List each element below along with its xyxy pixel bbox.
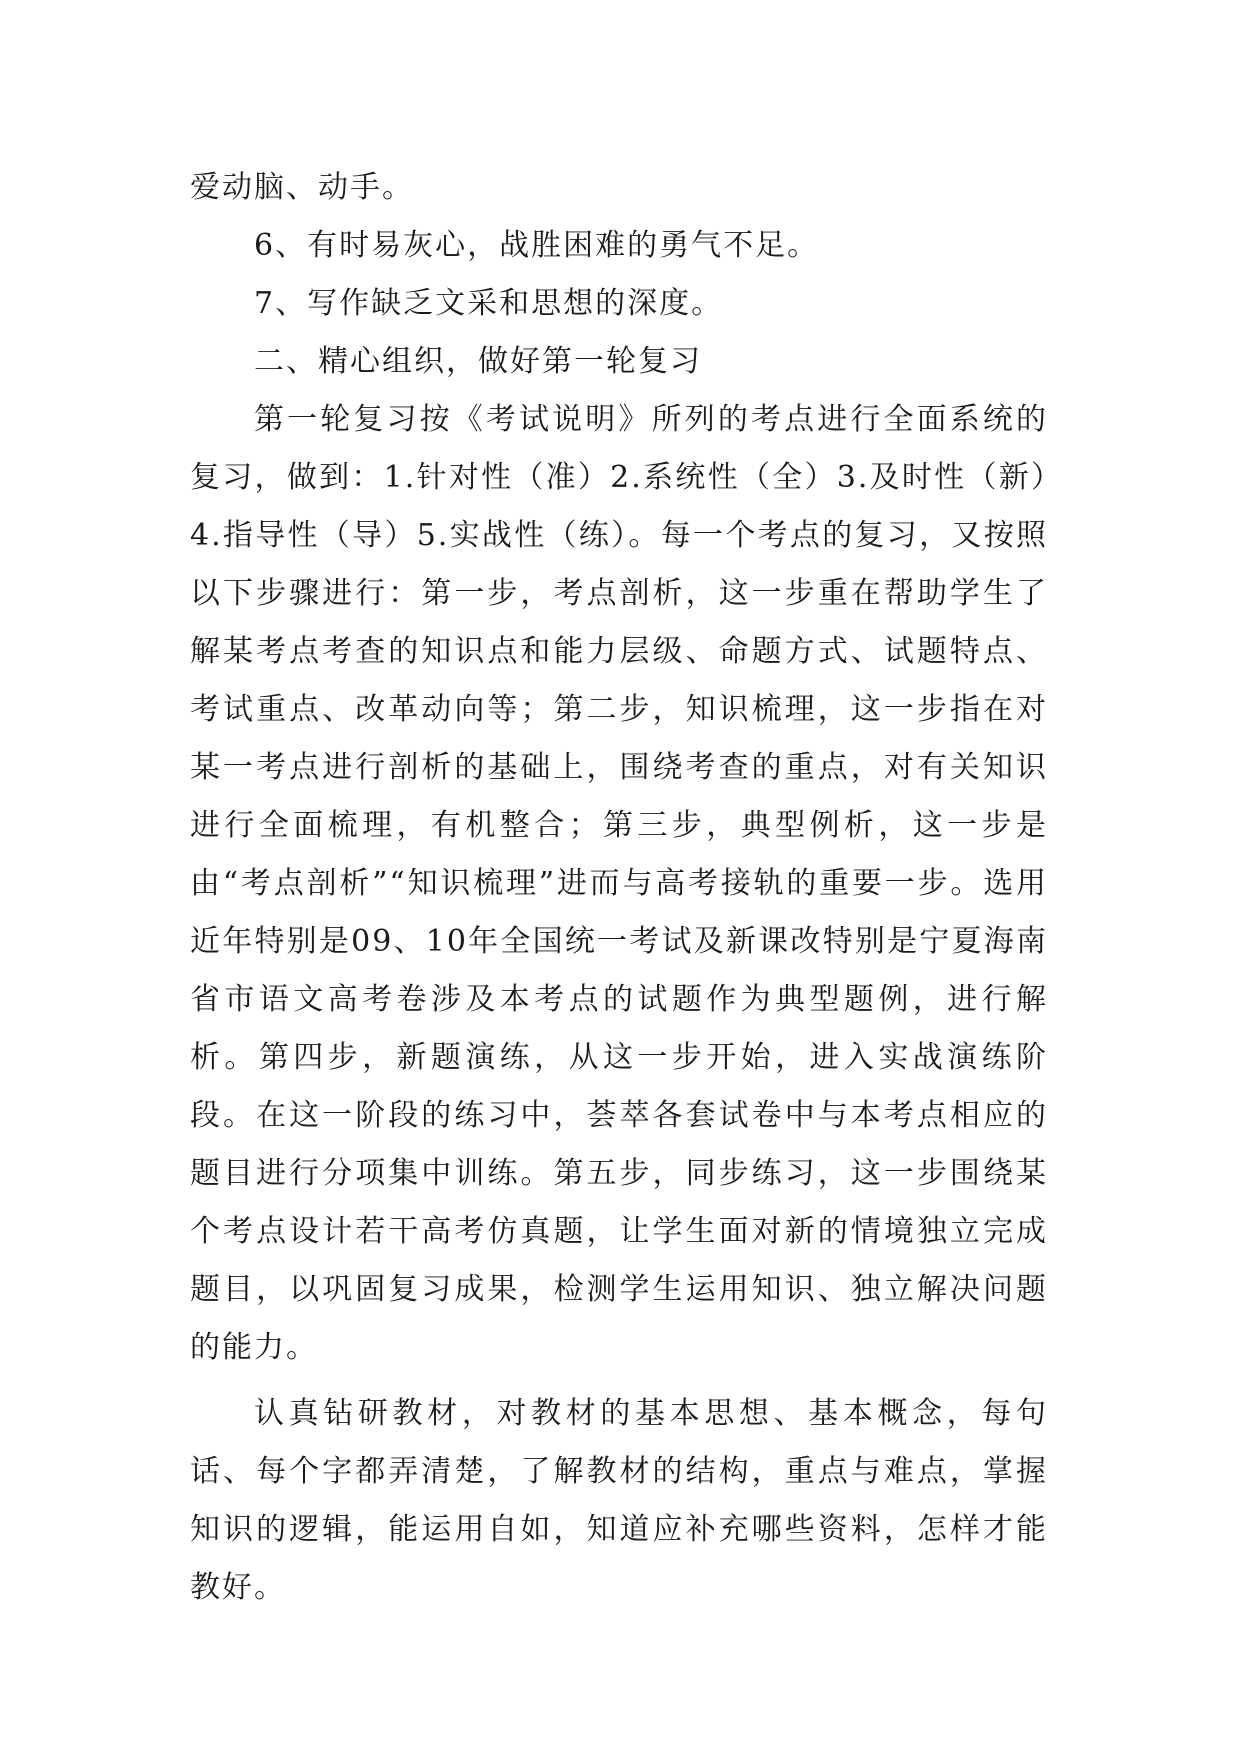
list-item-7: 7、写作缺乏文采和思想的深度。 [254,286,724,321]
list-item-6: 6、有时易灰心，战胜困难的勇气不足。 [254,228,820,263]
section-heading-2: 二、精心组织，做好第一轮复习 [254,344,702,379]
paragraph-first-round-review: 第一轮复习按《考试说明》所列的考点进行全面系统的复习，做到：1.针对性（准）2.系统性（全）3.及时性（新）4.指导性（导）5.实战性（练）。每一个考点的复习，又按照以下步骤进行：第一步，考点剖析，这一步重在帮助学生了解某考点考查的知识点和能力层级、命题方式、试题特点、考试重点、改革动向等；第二步，知识梳理，这一步指在对某一考点进行剖析的基础上，围绕考查的重点，对有关知识进行全面梳理，有机整合；第三步，典型例析，这一步是由“考点剖析”“知识梳理”进而与高考接轨的重要一步。选用近年特别是09、10年全国统一考试及新课改特别是宁夏海南省市语文高考卷涉及本考点的试题作为典型题例，进行解析。第四步，新题演练，从这一步开始，进入实战演练阶段。在这一阶段的练习中，荟萃各套试卷中与本考点相应的题目进行分项集中训练。第五步，同步练习，这一步围绕某个考点设计若干高考仿真题，让学生面对新的情境独立完成题目，以巩固复习成果，检测学生运用知识、独立解决问题的能力。 [190,402,1048,1365]
paragraph-study-textbook: 认真钻研教材，对教材的基本思想、基本概念，每句话、每个字都弄清楚，了解教材的结构，重点与难点，掌握知识的逻辑，能运用自如，知道应补充哪些资料，怎样才能教好。 [190,1396,1048,1605]
paragraph-continuation: 爱动脑、动手。 [190,170,414,205]
document-body [190,159,1048,1617]
